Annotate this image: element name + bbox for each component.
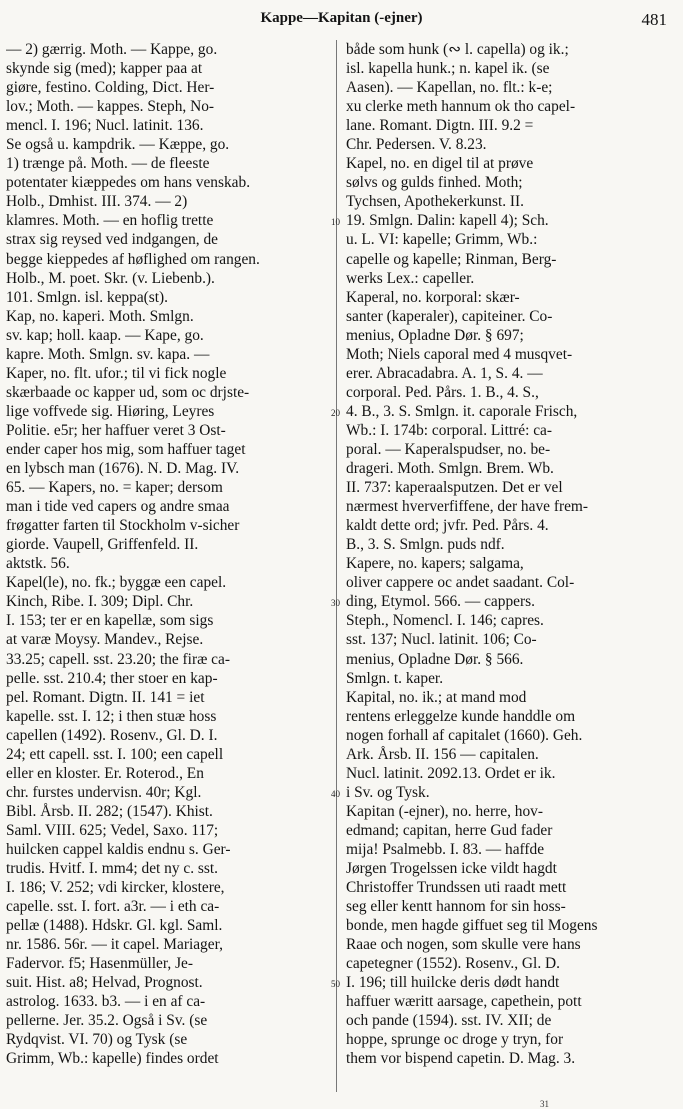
text-line: kapre. Moth. Smlgn. sv. kapa. —: [6, 345, 210, 363]
text-line: edmand; capitan, herre Gud fader: [346, 821, 553, 839]
text-line: potentater kiæppedes om hans venskab.: [6, 174, 251, 192]
text-line: Moth; Niels caporal med 4 musqvet-: [346, 345, 573, 363]
text-line: bonde, men hagde giffuet seg til Mogens: [346, 917, 598, 935]
text-line: astrolog. 1633. b3. — i en af ca-: [6, 993, 206, 1011]
text-line: xu clerke meth hannum ok tho capel-: [346, 98, 576, 116]
text-line: sølvs og gulds finhed. Moth;: [346, 174, 523, 192]
page-header: [0, 6, 683, 34]
text-line: giorde. Vaupell, Griffenfeld. II.: [6, 536, 199, 554]
text-line: mencl. I. 196; Nucl. latinit. 136.: [6, 117, 204, 135]
text-line: at varæ Moysy. Mandev., Rejse.: [6, 631, 204, 649]
text-line: i Sv. og Tysk.: [346, 783, 430, 801]
text-line: — 2) gærrig. Moth. — Kappe, go.: [6, 41, 218, 58]
text-line: nogen forhall af capitalet (1660). Geh.: [346, 726, 583, 744]
text-line: Kapel(le), no. fk.; byggæ een capel.: [6, 574, 227, 592]
text-line: hoppe, sprunge oc droge y tryn, for: [346, 1031, 564, 1049]
text-line: isl. kapella hunk.; n. kapel ik. (se: [346, 60, 550, 78]
text-line: huilcken cappel kaldis endnu s. Ger-: [6, 840, 231, 858]
text-line: sst. 137; Nucl. latinit. 106; Co-: [346, 631, 537, 649]
text-line: chr. furstes undervisn. 40r; Kgl.: [6, 783, 202, 801]
text-line: Kinch, Ribe. I. 309; Dipl. Chr.: [6, 593, 194, 611]
text-line: kapelle. sst. I. 12; i then stuæ hoss: [6, 707, 217, 725]
text-line: Steph., Nomencl. I. 146; capres.: [346, 612, 544, 630]
text-line: 65. — Kapers, no. = kaper; dersom: [6, 479, 223, 497]
text-line: ding, Etymol. 566. — cappers.: [346, 593, 535, 611]
line-number: 40: [331, 788, 340, 799]
text-line: Ark. Årsb. II. 156 — capitalen.: [346, 745, 539, 763]
line-number: 50: [331, 979, 340, 990]
text-line: I. 153; ter er en kapellæ, som sigs: [6, 612, 214, 630]
text-line: Aasen). — Kapellan, no. flt.: k-e;: [346, 79, 553, 97]
text-line: capellen (1492). Rosenv., Gl. D. I.: [6, 726, 218, 744]
text-line: Raae och nogen, som skulle vere hans: [346, 936, 581, 954]
text-line: frøgatter farten til Stockholm v-sicher: [6, 517, 240, 535]
text-line: 19. Smlgn. Dalin: kapell 4); Sch.: [346, 212, 549, 230]
text-line: Nucl. latinit. 2092.13. Ordet er ik.: [346, 764, 556, 782]
text-line: Grimm, Wb.: kapelle) findes ordet: [6, 1050, 219, 1068]
text-line: capelle. sst. I. fort. a3r. — i eth ca-: [6, 898, 220, 916]
text-line: rentens erleggelze kunde handdle om: [346, 707, 576, 725]
text-line: santer (kaperaler), capiteiner. Co-: [346, 307, 553, 325]
text-line: lov.; Moth. — kappes. Steph, No-: [6, 98, 215, 116]
text-line: Kapital, no. ik.; at mand mod: [346, 688, 527, 706]
text-line: ender caper hos mig, som haffuer taget: [6, 440, 246, 458]
line-number: 30: [331, 598, 340, 609]
text-line: Bibl. Årsb. II. 282; (1547). Khist.: [6, 802, 213, 820]
text-line: them vor bispend capetin. D. Mag. 3.: [346, 1050, 576, 1068]
text-line: Saml. VIII. 625; Vedel, Saxo. 117;: [6, 821, 219, 839]
text-line: capetegner (1552). Rosenv., Gl. D.: [346, 955, 560, 973]
text-line: sv. kap; holl. kaap. — Kape, go.: [6, 326, 204, 344]
text-line: 33.25; capell. sst. 23.20; the firæ ca-: [6, 650, 230, 668]
text-line: u. L. VI: kapelle; Grimm, Wb.:: [346, 231, 538, 249]
text-line: begge kieppedes af høflighed om rangen.: [6, 250, 260, 268]
footer-signature-mark: 31: [540, 1099, 549, 1109]
text-line: I. 186; V. 252; vdi kircker, klostere,: [6, 879, 225, 897]
line-number: 10: [331, 217, 340, 228]
text-line: en lybsch man (1676). N. D. Mag. IV.: [6, 460, 240, 478]
line-number: 20: [331, 407, 340, 418]
text-line: strax sig reysed ved indgangen, de: [6, 231, 218, 249]
text-line: aktstk. 56.: [6, 555, 70, 573]
text-line: mija! Psalmebb. I. 83. — haffde: [346, 840, 545, 858]
text-line: pellæ (1488). Hdskr. Gl. kgl. Saml.: [6, 917, 223, 935]
text-line: Tychsen, Apothekerkunst. II.: [346, 193, 525, 211]
text-line: både som hunk (∾ l. capella) og ik.;: [346, 41, 569, 58]
text-line: suit. Hist. a8; Helvad, Prognost.: [6, 974, 203, 992]
text-line: Jørgen Trogelssen icke vildt hagdt: [346, 860, 557, 878]
text-line: Christoffer Trundssen uti raadt mett: [346, 879, 567, 897]
text-line: Kapere, no. kapers; salgama,: [346, 555, 524, 573]
text-line: Wb.: I. 174b: corporal. Littré: ca-: [346, 421, 552, 439]
text-line: Kapel, no. en digel til at prøve: [346, 155, 534, 173]
text-line: lane. Romant. Digtn. III. 9.2 =: [346, 117, 534, 135]
text-line: Fadervor. f5; Hasenmüller, Je-: [6, 955, 194, 973]
text-line: Kaperal, no. korporal: skær-: [346, 288, 520, 306]
text-line: seg eller kentt hannom for sin hoss-: [346, 898, 566, 916]
text-line: Holb., M. poet. Skr. (v. Liebenb.).: [6, 269, 215, 287]
text-line: 1) trænge på. Moth. — de fleeste: [6, 155, 210, 173]
text-line: 4. B., 3. S. Smlgn. it. caporale Frisch,: [346, 402, 578, 420]
left-column: [6, 40, 328, 1095]
text-line: giøre, festino. Colding, Dict. Her-: [6, 79, 215, 97]
text-line: B., 3. S. Smlgn. puds ndf.: [346, 536, 505, 554]
text-line: klamres. Moth. — en hoflig trette: [6, 212, 214, 230]
column-divider: [336, 40, 337, 1092]
text-line: Smlgn. t. kaper.: [346, 669, 444, 687]
text-line: werks Lex.: capeller.: [346, 269, 475, 287]
text-line: pel. Romant. Digtn. II. 141 = iet: [6, 688, 205, 706]
text-line: I. 196; till huilcke deris dødt handt: [346, 974, 560, 992]
text-line: Se også u. kampdrik. — Kæppe, go.: [6, 136, 230, 154]
text-line: erer. Abracadabra. A. 1, S. 4. —: [346, 364, 543, 382]
text-line: Chr. Pedersen. V. 8.23.: [346, 136, 487, 154]
text-line: Kap, no. kaperi. Moth. Smlgn.: [6, 307, 194, 325]
text-line: trudis. Hvitf. I. mm4; det ny c. sst.: [6, 860, 219, 878]
text-line: 101. Smlgn. isl. keppa(st).: [6, 288, 169, 306]
text-line: Holb., Dmhist. III. 374. — 2): [6, 193, 188, 211]
text-line: capelle og kapelle; Rinman, Berg-: [346, 250, 557, 268]
text-line: menius, Opladne Dør. § 566.: [346, 650, 524, 668]
text-line: corporal. Ped. Pårs. 1. B., 4. S.,: [346, 383, 539, 401]
text-line: och pande (1594). sst. IV. XII; de: [346, 1012, 552, 1030]
text-line: 24; ett capell. sst. I. 100; een capell: [6, 745, 224, 763]
text-line: skærbaade oc kapper ud, som oc drjste-: [6, 383, 250, 401]
text-line: skynde sig (med); kapper paa at: [6, 60, 203, 78]
text-line: haffuer wæritt aarsage, capethein, pott: [346, 993, 582, 1011]
text-line: poral. — Kaperalspudser, no. be-: [346, 440, 551, 458]
text-line: pellerne. Jer. 35.2. Også i Sv. (se: [6, 1012, 208, 1030]
text-line: man i tide ved capers og andre smaa: [6, 498, 230, 516]
text-line: nærmest hververfiffene, der have frem-: [346, 498, 589, 516]
right-column: [346, 40, 670, 1095]
running-head: Kappe—Kapitan (-ejner): [260, 10, 423, 26]
text-line: oliver cappere oc andet saadant. Col-: [346, 574, 575, 592]
text-line: Rydqvist. VI. 70) og Tysk (se: [6, 1031, 188, 1049]
text-line: nr. 1586. 56r. — it capel. Mariager,: [6, 936, 223, 954]
text-line: kaldt dette ord; jvfr. Ped. Pårs. 4.: [346, 517, 549, 535]
page-number: 481: [641, 10, 667, 29]
text-line: eller en kloster. Er. Roterod., En: [6, 764, 204, 782]
text-line: Kapitan (-ejner), no. herre, hov-: [346, 802, 543, 820]
text-line: menius, Opladne Dør. § 697;: [346, 326, 524, 344]
text-line: Politie. e5r; her haffuer veret 3 Ost-: [6, 421, 226, 439]
text-line: II. 737: kaperaalsputzen. Det er vel: [346, 479, 563, 497]
text-line: lige voffvede sig. Hiøring, Leyres: [6, 402, 215, 420]
text-line: drageri. Moth. Smlgn. Brem. Wb.: [346, 460, 554, 478]
text-line: pelle. sst. 210.4; ther stoer en kap-: [6, 669, 218, 687]
text-line: Kaper, no. flt. ufor.; til vi fick nogle: [6, 364, 227, 382]
